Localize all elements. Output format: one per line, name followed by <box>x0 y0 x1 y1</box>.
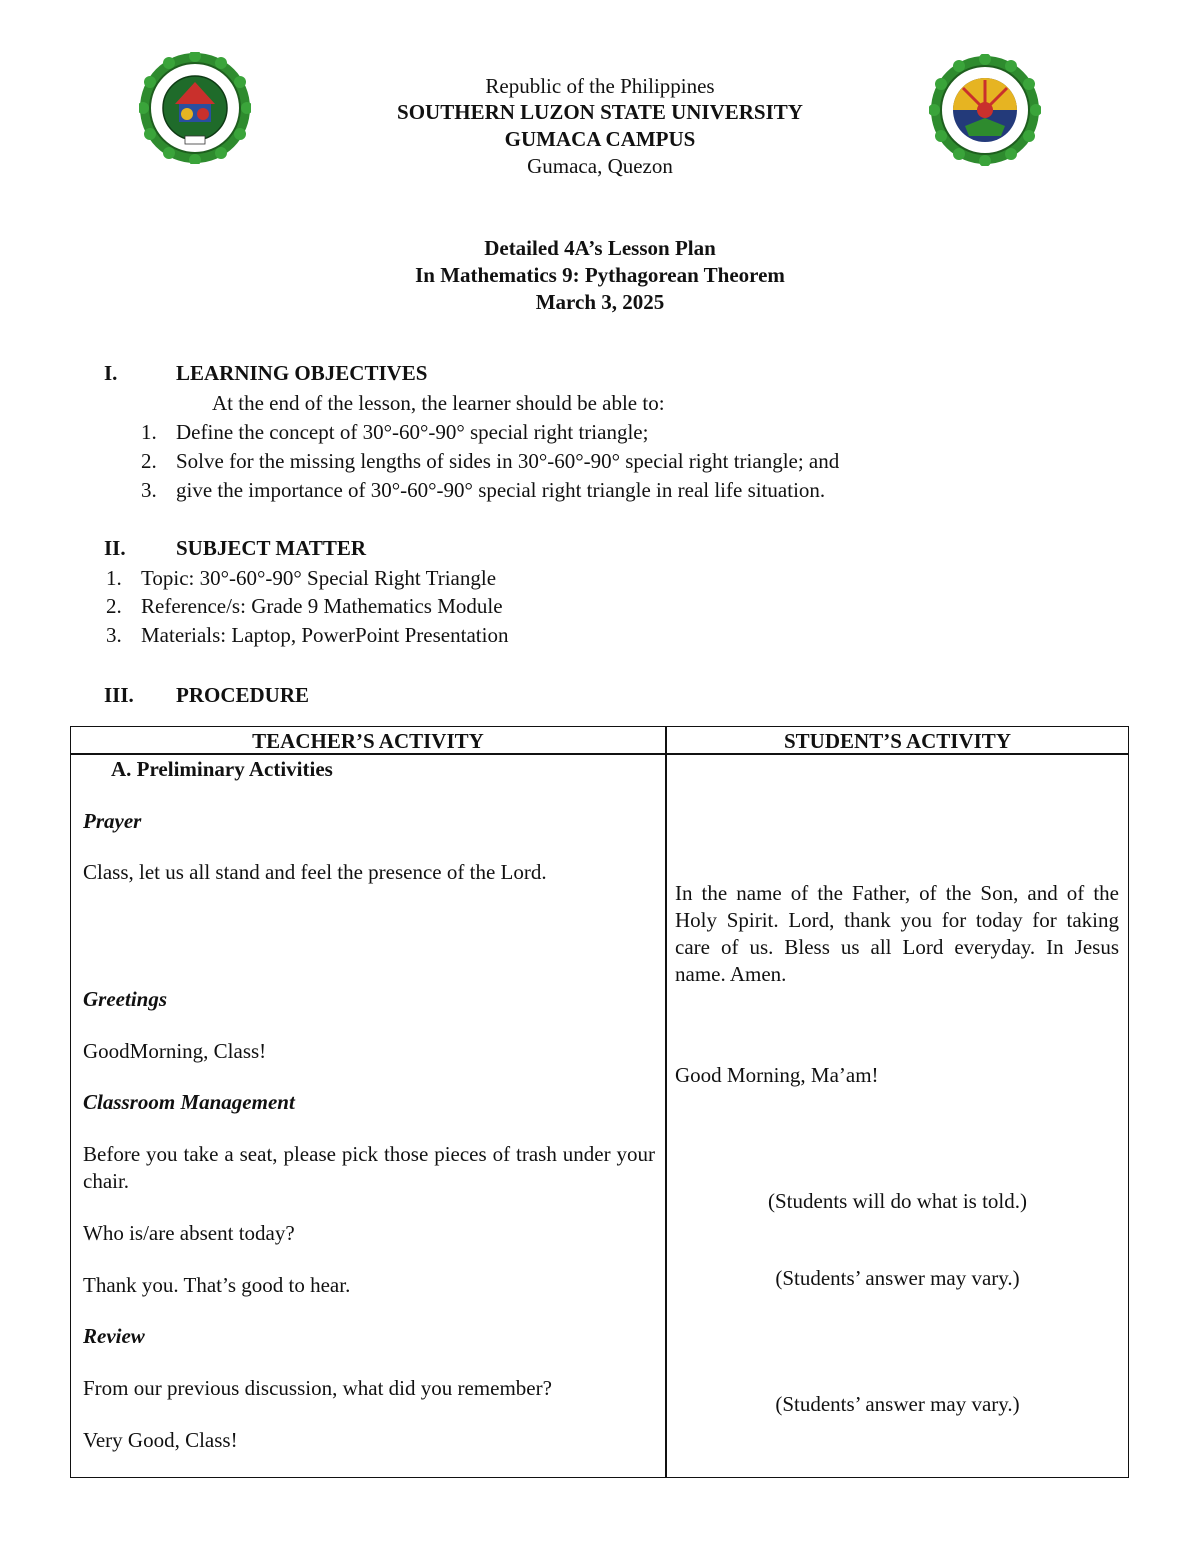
review-student-text: (Students’ answer may vary.) <box>775 1392 1020 1416</box>
prayer-teacher-text: Class, let us all stand and feel the presence of the Lord. <box>83 860 547 884</box>
section-number: III. <box>104 683 134 707</box>
management-student-text: (Students will do what is told.) <box>768 1189 1027 1213</box>
procedure-table <box>70 726 1129 1478</box>
list-number: 2. <box>141 449 157 473</box>
plan-subject: In Mathematics 9: Pythagorean Theorem <box>415 263 785 287</box>
section-heading-subject-matter: SUBJECT MATTER <box>176 536 367 560</box>
subject-item: Materials: Laptop, PowerPoint Presentation <box>141 623 509 647</box>
list-number: 2. <box>106 594 122 618</box>
section-number: I. <box>104 361 118 385</box>
greetings-label: Greetings <box>83 987 167 1011</box>
list-number: 1. <box>106 566 122 590</box>
subject-item: Reference/s: Grade 9 Mathematics Module <box>141 594 503 618</box>
list-number: 3. <box>106 623 122 647</box>
plan-title: Detailed 4A’s Lesson Plan <box>484 236 716 260</box>
prayer-student-text: In the name of the Father, of the Son, and of the Holy Spirit. Lord, thank you for today for taking care of us. Bless us all Lord everyday. In Jesus name. Amen. <box>675 881 1119 986</box>
absent-teacher-text: Who is/are absent today? <box>83 1221 295 1245</box>
objective-item: give the importance of 30°-60°-90° special right triangle in real life situation. <box>176 478 826 502</box>
column-divider <box>665 727 667 1477</box>
absent-student-text: (Students’ answer may vary.) <box>775 1266 1020 1290</box>
section-heading-objectives: LEARNING OBJECTIVES <box>176 361 428 385</box>
republic-line: Republic of the Philippines <box>485 74 715 98</box>
review-label: Review <box>83 1324 145 1348</box>
subject-item: Topic: 30°-60°-90° Special Right Triangle <box>141 566 497 590</box>
university-name: SOUTHERN LUZON STATE UNIVERSITY <box>397 100 803 124</box>
objective-item: Define the concept of 30°-60°-90° special right triangle; <box>176 420 649 444</box>
section-number: II. <box>104 536 126 560</box>
section-a-heading: A. Preliminary Activities <box>111 757 333 781</box>
header-divider <box>71 753 1128 755</box>
review-teacher-text: From our previous discussion, what did you remember? <box>83 1376 552 1400</box>
prayer-label: Prayer <box>83 809 142 833</box>
greetings-teacher-text: GoodMorning, Class! <box>83 1039 267 1063</box>
objectives-intro: At the end of the lesson, the learner should be able to: <box>212 391 665 415</box>
objective-item: Solve for the missing lengths of sides in 30°-60°-90° special right triangle; and <box>176 449 840 473</box>
teacher-column-header: TEACHER’S ACTIVITY <box>252 729 484 753</box>
management-label: Classroom Management <box>83 1090 295 1114</box>
list-number: 1. <box>141 420 157 444</box>
list-number: 3. <box>141 478 157 502</box>
very-good-text: Very Good, Class! <box>83 1428 238 1452</box>
management-teacher-text: Before you take a seat, please pick those pieces of trash under your chair. <box>83 1142 655 1193</box>
campus-location: Gumaca, Quezon <box>527 154 673 178</box>
student-column-header: STUDENT’S ACTIVITY <box>784 729 1011 753</box>
greetings-student-text: Good Morning, Ma’am! <box>675 1063 879 1087</box>
thanks-teacher-text: Thank you. That’s good to hear. <box>83 1273 351 1297</box>
campus-name: GUMACA CAMPUS <box>504 127 696 151</box>
plan-date: March 3, 2025 <box>535 290 665 314</box>
section-heading-procedure: PROCEDURE <box>176 683 310 707</box>
